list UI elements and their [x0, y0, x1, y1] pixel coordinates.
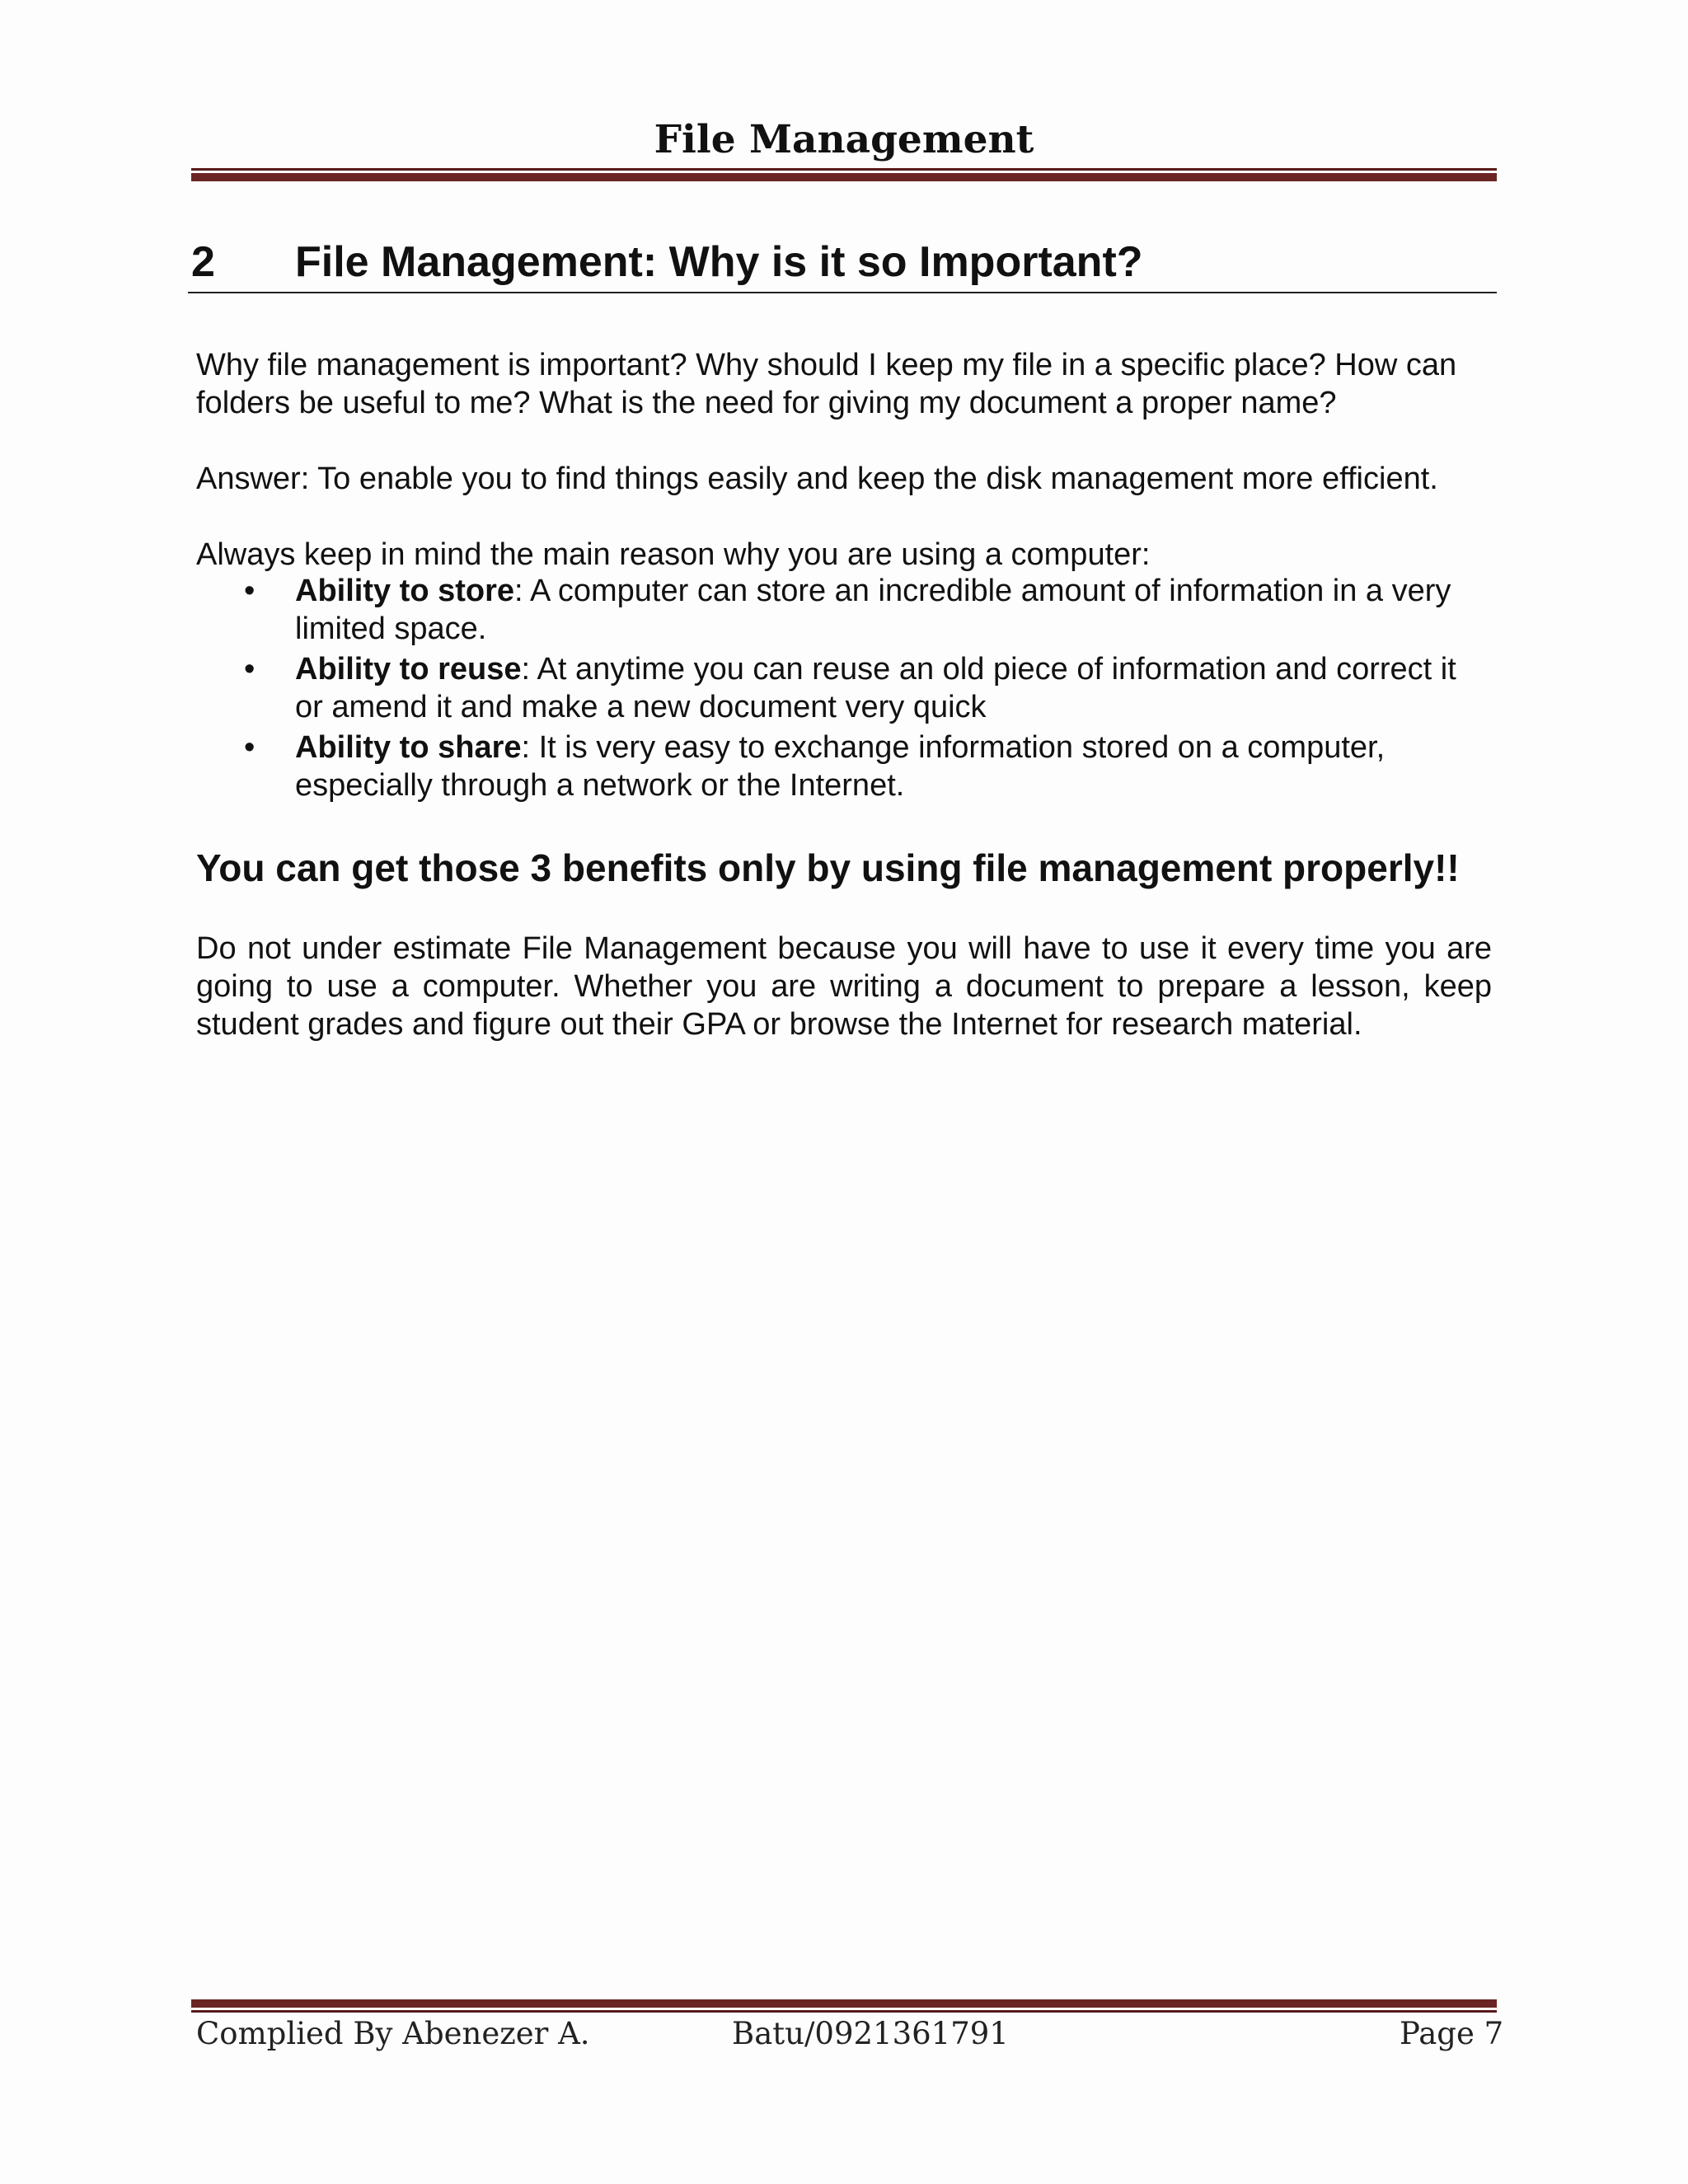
bullet-text: : It is very easy to exchange information stored on a computer, especially through a network or the Internet. [295, 730, 1386, 803]
answer-paragraph: Answer: To enable you to find things easily and keep the disk management more efficient. [196, 462, 1438, 496]
section-title: File Management: Why is it so Important? [295, 238, 1143, 286]
bullet-term: Ability to reuse [295, 652, 522, 687]
header-rule-thin [191, 168, 1497, 171]
bullet-text: : A computer can store an incredible amount of information in a very limited space. [295, 574, 1451, 646]
footer-author: Complied By Abenezer A. [196, 2016, 590, 2051]
bullet-term: Ability to share [295, 730, 522, 765]
questions-paragraph: Why file management is important? Why should I keep my file in a specific place? How can folders be useful to me? What is the need for giving my document a proper name? [196, 348, 1457, 420]
header-rule-thick [191, 173, 1497, 181]
footer-page-number: Page 7 [1400, 2016, 1504, 2051]
benefits-list [196, 572, 1492, 807]
bullet-term: Ability to store [295, 574, 515, 608]
intro-paragraph: Always keep in mind the main reason why you are using a computer: [196, 537, 1151, 572]
section-heading [188, 232, 1497, 293]
closing-paragraph: Do not under estimate File Management because you will have to use it every time you are going to use a computer. Whether you are writing a document to prepare a lesson, keep student grades and figure out their GPA or browse the Internet for research material. [196, 931, 1492, 1042]
bullet-text: : At anytime you can reuse an old piece of information and correct it or amend it and make a new document very quick [295, 652, 1456, 724]
list-item [196, 572, 1492, 648]
list-item [196, 729, 1492, 804]
bullet-icon: • [244, 574, 256, 608]
bullet-icon: • [244, 652, 256, 687]
list-item [196, 650, 1492, 726]
running-header: File Management [654, 117, 1034, 162]
emphasis-statement: You can get those 3 benefits only by using file management properly!! [196, 846, 1460, 889]
footer-contact: Batu/0921361791 [732, 2016, 1009, 2051]
section-number: 2 [191, 238, 215, 286]
footer-rule-thick [191, 1999, 1497, 2008]
bullet-icon: • [244, 730, 256, 765]
